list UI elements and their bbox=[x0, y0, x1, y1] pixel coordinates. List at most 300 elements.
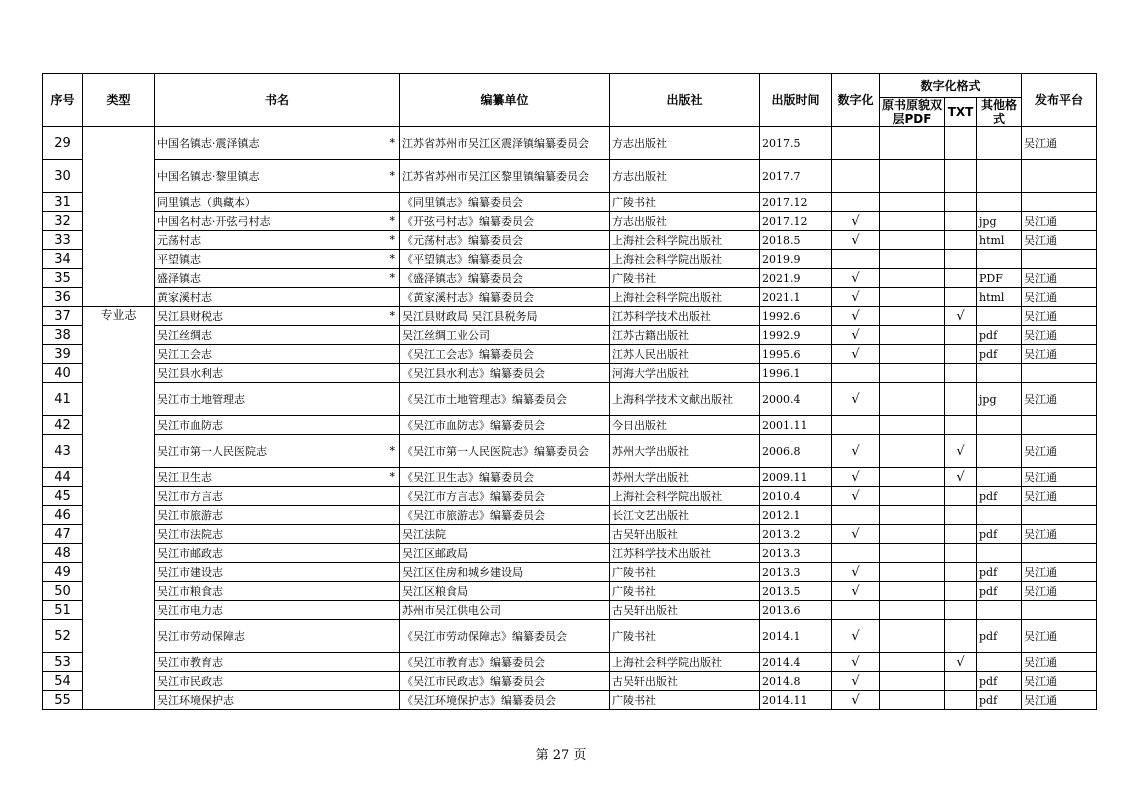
row-platform: 吴江通 bbox=[1022, 231, 1097, 250]
row-publisher: 古吴轩出版社 bbox=[610, 525, 760, 544]
row-pub-time: 1992.6 bbox=[760, 307, 832, 326]
row-pub-time: 2017.5 bbox=[760, 127, 832, 160]
row-digitized: √ bbox=[832, 345, 880, 364]
row-pub-time: 2009.11 bbox=[760, 468, 832, 487]
row-title-text: 黄家溪村志 bbox=[157, 290, 212, 304]
row-digitized: √ bbox=[832, 620, 880, 653]
row-platform bbox=[1022, 250, 1097, 269]
row-format-txt: √ bbox=[945, 468, 977, 487]
row-editor: 《黄家溪村志》编纂委员会 bbox=[400, 288, 610, 307]
row-format-txt bbox=[945, 250, 977, 269]
table-row bbox=[43, 487, 1097, 506]
row-format-txt bbox=[945, 582, 977, 601]
table-row bbox=[43, 212, 1097, 231]
row-seq: 35 bbox=[43, 269, 83, 288]
row-seq: 30 bbox=[43, 160, 83, 193]
row-pub-time: 1992.9 bbox=[760, 326, 832, 345]
row-platform bbox=[1022, 601, 1097, 620]
row-editor: 江苏省苏州市吴江区震泽镇编纂委员会 bbox=[400, 127, 610, 160]
row-platform: 吴江通 bbox=[1022, 620, 1097, 653]
row-digitized: √ bbox=[832, 307, 880, 326]
row-editor: 《吴江市土地管理志》编纂委员会 bbox=[400, 383, 610, 416]
row-format-other: PDF bbox=[977, 269, 1022, 288]
row-format-pdf bbox=[880, 506, 945, 525]
row-pub-time: 1996.1 bbox=[760, 364, 832, 383]
row-title bbox=[155, 620, 400, 653]
row-platform bbox=[1022, 160, 1097, 193]
header-digitized: 数字化 bbox=[832, 74, 880, 127]
row-title bbox=[155, 468, 400, 487]
row-pub-time: 2014.1 bbox=[760, 620, 832, 653]
row-seq: 43 bbox=[43, 435, 83, 468]
table-row bbox=[43, 250, 1097, 269]
table-row bbox=[43, 672, 1097, 691]
row-seq: 46 bbox=[43, 506, 83, 525]
row-editor: 《吴江市旅游志》编纂委员会 bbox=[400, 506, 610, 525]
row-format-txt bbox=[945, 326, 977, 345]
row-format-other bbox=[977, 506, 1022, 525]
row-star-mark: * bbox=[389, 309, 395, 323]
row-platform bbox=[1022, 193, 1097, 212]
row-title-text: 吴江市第一人民医院志 bbox=[157, 444, 267, 458]
header-format-pdf: 原书原貌双层PDF bbox=[880, 98, 945, 127]
row-digitized: √ bbox=[832, 231, 880, 250]
row-editor: 《吴江市民政志》编纂委员会 bbox=[400, 672, 610, 691]
row-digitized: √ bbox=[832, 468, 880, 487]
row-publisher: 古吴轩出版社 bbox=[610, 672, 760, 691]
row-platform bbox=[1022, 506, 1097, 525]
row-title-text: 吴江市方言志 bbox=[157, 489, 223, 503]
row-format-pdf bbox=[880, 212, 945, 231]
row-format-pdf bbox=[880, 231, 945, 250]
row-format-other: pdf bbox=[977, 487, 1022, 506]
row-format-other: pdf bbox=[977, 345, 1022, 364]
row-pub-time: 2010.4 bbox=[760, 487, 832, 506]
row-publisher: 今日出版社 bbox=[610, 416, 760, 435]
row-digitized: √ bbox=[832, 212, 880, 231]
table-row bbox=[43, 620, 1097, 653]
row-editor: 吴江区邮政局 bbox=[400, 544, 610, 563]
row-title bbox=[155, 364, 400, 383]
row-title bbox=[155, 563, 400, 582]
row-publisher: 方志出版社 bbox=[610, 127, 760, 160]
row-publisher: 广陵书社 bbox=[610, 563, 760, 582]
row-digitized: √ bbox=[832, 582, 880, 601]
row-pub-time: 2014.4 bbox=[760, 653, 832, 672]
row-category bbox=[83, 127, 155, 307]
row-platform: 吴江通 bbox=[1022, 691, 1097, 710]
table-row bbox=[43, 288, 1097, 307]
row-format-txt bbox=[945, 672, 977, 691]
row-title bbox=[155, 416, 400, 435]
row-star-mark: * bbox=[389, 233, 395, 247]
row-format-pdf bbox=[880, 435, 945, 468]
row-format-other bbox=[977, 364, 1022, 383]
row-format-txt bbox=[945, 544, 977, 563]
row-digitized: √ bbox=[832, 691, 880, 710]
row-digitized: √ bbox=[832, 525, 880, 544]
row-editor: 《吴江市方言志》编纂委员会 bbox=[400, 487, 610, 506]
row-pub-time: 2018.5 bbox=[760, 231, 832, 250]
row-format-other bbox=[977, 193, 1022, 212]
table-row bbox=[43, 544, 1097, 563]
row-editor: 《吴江市教育志》编纂委员会 bbox=[400, 653, 610, 672]
row-platform: 吴江通 bbox=[1022, 269, 1097, 288]
row-title bbox=[155, 487, 400, 506]
row-publisher: 古吴轩出版社 bbox=[610, 601, 760, 620]
row-platform: 吴江通 bbox=[1022, 326, 1097, 345]
header-format-group: 数字化格式 bbox=[880, 74, 1022, 98]
row-format-other bbox=[977, 160, 1022, 193]
row-title-text: 吴江县水利志 bbox=[157, 366, 223, 380]
row-digitized: √ bbox=[832, 326, 880, 345]
row-pub-time: 2021.9 bbox=[760, 269, 832, 288]
row-pub-time: 2013.2 bbox=[760, 525, 832, 544]
row-publisher: 上海社会科学院出版社 bbox=[610, 487, 760, 506]
row-star-mark: * bbox=[389, 271, 395, 285]
row-pub-time: 2017.12 bbox=[760, 193, 832, 212]
row-title-text: 中国名镇志·震泽镇志 bbox=[157, 136, 260, 150]
row-editor: 《平望镇志》编纂委员会 bbox=[400, 250, 610, 269]
row-platform: 吴江通 bbox=[1022, 672, 1097, 691]
table-row bbox=[43, 345, 1097, 364]
row-format-pdf bbox=[880, 672, 945, 691]
row-platform: 吴江通 bbox=[1022, 653, 1097, 672]
row-title bbox=[155, 193, 400, 212]
row-star-mark: * bbox=[389, 214, 395, 228]
row-title-text: 吴江市旅游志 bbox=[157, 508, 223, 522]
row-title-text: 吴江市土地管理志 bbox=[157, 392, 245, 406]
row-seq: 47 bbox=[43, 525, 83, 544]
row-publisher: 广陵书社 bbox=[610, 269, 760, 288]
row-platform: 吴江通 bbox=[1022, 307, 1097, 326]
table-row bbox=[43, 525, 1097, 544]
row-digitized bbox=[832, 193, 880, 212]
row-editor: 《同里镇志》编纂委员会 bbox=[400, 193, 610, 212]
row-title bbox=[155, 672, 400, 691]
row-pub-time: 1995.6 bbox=[760, 345, 832, 364]
row-pub-time: 2017.12 bbox=[760, 212, 832, 231]
row-platform: 吴江通 bbox=[1022, 345, 1097, 364]
row-category: 专业志 bbox=[83, 307, 155, 710]
row-digitized bbox=[832, 601, 880, 620]
row-title bbox=[155, 307, 400, 326]
row-digitized: √ bbox=[832, 563, 880, 582]
row-digitized bbox=[832, 544, 880, 563]
row-title bbox=[155, 326, 400, 345]
row-digitized: √ bbox=[832, 269, 880, 288]
row-format-pdf bbox=[880, 288, 945, 307]
table-row bbox=[43, 383, 1097, 416]
row-platform: 吴江通 bbox=[1022, 468, 1097, 487]
row-star-mark: * bbox=[389, 169, 395, 183]
row-title bbox=[155, 345, 400, 364]
row-seq: 29 bbox=[43, 127, 83, 160]
row-platform: 吴江通 bbox=[1022, 127, 1097, 160]
row-format-other: pdf bbox=[977, 620, 1022, 653]
row-format-other bbox=[977, 307, 1022, 326]
row-format-txt bbox=[945, 212, 977, 231]
row-digitized bbox=[832, 506, 880, 525]
row-publisher: 苏州大学出版社 bbox=[610, 435, 760, 468]
row-publisher: 长江文艺出版社 bbox=[610, 506, 760, 525]
row-seq: 48 bbox=[43, 544, 83, 563]
row-title bbox=[155, 231, 400, 250]
table-row bbox=[43, 468, 1097, 487]
row-format-pdf bbox=[880, 468, 945, 487]
row-seq: 53 bbox=[43, 653, 83, 672]
row-title-text: 吴江市建设志 bbox=[157, 565, 223, 579]
row-editor: 吴江丝绸工业公司 bbox=[400, 326, 610, 345]
row-format-txt bbox=[945, 416, 977, 435]
row-format-other bbox=[977, 250, 1022, 269]
row-editor: 《盛泽镇志》编纂委员会 bbox=[400, 269, 610, 288]
header-category: 类型 bbox=[83, 74, 155, 127]
row-title-text: 吴江市劳动保障志 bbox=[157, 629, 245, 643]
table-row bbox=[43, 416, 1097, 435]
row-editor: 《元荡村志》编纂委员会 bbox=[400, 231, 610, 250]
header-row bbox=[43, 74, 1097, 98]
row-seq: 37 bbox=[43, 307, 83, 326]
row-publisher: 上海社会科学院出版社 bbox=[610, 288, 760, 307]
row-title-text: 吴江县财税志 bbox=[157, 309, 223, 323]
row-seq: 49 bbox=[43, 563, 83, 582]
row-seq: 40 bbox=[43, 364, 83, 383]
row-title bbox=[155, 544, 400, 563]
row-editor: 《吴江卫生志》编纂委员会 bbox=[400, 468, 610, 487]
row-format-pdf bbox=[880, 601, 945, 620]
row-digitized: √ bbox=[832, 435, 880, 468]
row-format-other bbox=[977, 601, 1022, 620]
table-row bbox=[43, 582, 1097, 601]
row-title bbox=[155, 160, 400, 193]
row-pub-time: 2000.4 bbox=[760, 383, 832, 416]
row-title bbox=[155, 383, 400, 416]
row-title bbox=[155, 269, 400, 288]
row-publisher: 苏州大学出版社 bbox=[610, 468, 760, 487]
row-publisher: 上海社会科学院出版社 bbox=[610, 250, 760, 269]
row-format-other: pdf bbox=[977, 525, 1022, 544]
row-format-pdf bbox=[880, 307, 945, 326]
row-editor: 吴江区住房和城乡建设局 bbox=[400, 563, 610, 582]
row-editor: 《吴江市血防志》编纂委员会 bbox=[400, 416, 610, 435]
row-digitized bbox=[832, 416, 880, 435]
row-format-txt bbox=[945, 383, 977, 416]
row-title-text: 吴江市教育志 bbox=[157, 655, 223, 669]
row-format-other: jpg bbox=[977, 212, 1022, 231]
table-row bbox=[43, 435, 1097, 468]
row-pub-time: 2013.6 bbox=[760, 601, 832, 620]
row-format-txt bbox=[945, 127, 977, 160]
row-format-txt bbox=[945, 563, 977, 582]
row-format-pdf bbox=[880, 127, 945, 160]
row-format-other: html bbox=[977, 288, 1022, 307]
row-seq: 54 bbox=[43, 672, 83, 691]
row-digitized: √ bbox=[832, 288, 880, 307]
row-title bbox=[155, 288, 400, 307]
row-seq: 41 bbox=[43, 383, 83, 416]
row-format-txt: √ bbox=[945, 307, 977, 326]
row-editor: 《吴江工会志》编纂委员会 bbox=[400, 345, 610, 364]
header-seq: 序号 bbox=[43, 74, 83, 127]
row-format-txt bbox=[945, 620, 977, 653]
row-publisher: 江苏古籍出版社 bbox=[610, 326, 760, 345]
row-format-pdf bbox=[880, 620, 945, 653]
row-platform: 吴江通 bbox=[1022, 582, 1097, 601]
row-format-txt bbox=[945, 364, 977, 383]
row-editor: 江苏省苏州市吴江区黎里镇编纂委员会 bbox=[400, 160, 610, 193]
book-table bbox=[42, 73, 1097, 710]
row-format-other bbox=[977, 435, 1022, 468]
row-title bbox=[155, 525, 400, 544]
row-seq: 52 bbox=[43, 620, 83, 653]
row-publisher: 河海大学出版社 bbox=[610, 364, 760, 383]
row-editor: 《吴江市劳动保障志》编纂委员会 bbox=[400, 620, 610, 653]
row-platform: 吴江通 bbox=[1022, 383, 1097, 416]
page-number: 第 27 页 bbox=[535, 748, 587, 763]
row-digitized bbox=[832, 160, 880, 193]
row-format-pdf bbox=[880, 250, 945, 269]
row-format-pdf bbox=[880, 691, 945, 710]
row-format-other bbox=[977, 127, 1022, 160]
row-platform bbox=[1022, 416, 1097, 435]
row-title-text: 吴江工会志 bbox=[157, 347, 212, 361]
row-digitized: √ bbox=[832, 383, 880, 416]
row-seq: 32 bbox=[43, 212, 83, 231]
row-format-txt bbox=[945, 345, 977, 364]
row-editor: 《吴江环境保护志》编纂委员会 bbox=[400, 691, 610, 710]
table-body bbox=[43, 127, 1097, 710]
row-title-text: 吴江市邮政志 bbox=[157, 546, 223, 560]
row-platform: 吴江通 bbox=[1022, 212, 1097, 231]
row-pub-time: 2014.11 bbox=[760, 691, 832, 710]
row-platform: 吴江通 bbox=[1022, 288, 1097, 307]
row-publisher: 江苏人民出版社 bbox=[610, 345, 760, 364]
table-row bbox=[43, 326, 1097, 345]
table-row bbox=[43, 506, 1097, 525]
row-editor: 《吴江市第一人民医院志》编纂委员会 bbox=[400, 435, 610, 468]
row-format-pdf bbox=[880, 193, 945, 212]
row-title bbox=[155, 435, 400, 468]
row-publisher: 江苏科学技术出版社 bbox=[610, 544, 760, 563]
row-platform bbox=[1022, 544, 1097, 563]
row-publisher: 江苏科学技术出版社 bbox=[610, 307, 760, 326]
row-title bbox=[155, 127, 400, 160]
row-format-pdf bbox=[880, 525, 945, 544]
row-format-txt bbox=[945, 525, 977, 544]
row-publisher: 上海社会科学院出版社 bbox=[610, 231, 760, 250]
row-title-text: 吴江市血防志 bbox=[157, 418, 223, 432]
row-format-other bbox=[977, 468, 1022, 487]
row-star-mark: * bbox=[389, 252, 395, 266]
row-seq: 55 bbox=[43, 691, 83, 710]
row-title bbox=[155, 691, 400, 710]
row-star-mark: * bbox=[389, 470, 395, 484]
row-title-text: 吴江市民政志 bbox=[157, 674, 223, 688]
row-format-txt bbox=[945, 487, 977, 506]
row-pub-time: 2006.8 bbox=[760, 435, 832, 468]
header-editor: 编纂单位 bbox=[400, 74, 610, 127]
row-platform: 吴江通 bbox=[1022, 435, 1097, 468]
row-pub-time: 2019.9 bbox=[760, 250, 832, 269]
row-editor: 吴江县财政局 吴江县税务局 bbox=[400, 307, 610, 326]
row-title bbox=[155, 653, 400, 672]
row-pub-time: 2017.7 bbox=[760, 160, 832, 193]
row-format-pdf bbox=[880, 326, 945, 345]
row-format-txt bbox=[945, 288, 977, 307]
row-format-txt: √ bbox=[945, 435, 977, 468]
row-format-txt bbox=[945, 160, 977, 193]
row-platform: 吴江通 bbox=[1022, 525, 1097, 544]
table-row bbox=[43, 231, 1097, 250]
table-row bbox=[43, 653, 1097, 672]
row-title-text: 元荡村志 bbox=[157, 233, 201, 247]
table-row bbox=[43, 563, 1097, 582]
row-title-text: 平望镇志 bbox=[157, 252, 201, 266]
row-digitized: √ bbox=[832, 487, 880, 506]
row-format-pdf bbox=[880, 345, 945, 364]
row-seq: 51 bbox=[43, 601, 83, 620]
row-seq: 38 bbox=[43, 326, 83, 345]
table-row bbox=[43, 307, 1097, 326]
row-publisher: 上海科学技术文献出版社 bbox=[610, 383, 760, 416]
row-seq: 44 bbox=[43, 468, 83, 487]
row-format-pdf bbox=[880, 582, 945, 601]
row-format-other: pdf bbox=[977, 326, 1022, 345]
row-title-text: 吴江市法院志 bbox=[157, 527, 223, 541]
row-title-text: 吴江市电力志 bbox=[157, 603, 223, 617]
row-pub-time: 2013.3 bbox=[760, 544, 832, 563]
row-format-txt: √ bbox=[945, 653, 977, 672]
row-format-pdf bbox=[880, 487, 945, 506]
row-format-other bbox=[977, 653, 1022, 672]
row-format-pdf bbox=[880, 383, 945, 416]
row-platform: 吴江通 bbox=[1022, 487, 1097, 506]
table-row bbox=[43, 127, 1097, 160]
row-publisher: 方志出版社 bbox=[610, 160, 760, 193]
row-format-other bbox=[977, 544, 1022, 563]
row-pub-time: 2012.1 bbox=[760, 506, 832, 525]
table-row bbox=[43, 193, 1097, 212]
row-publisher: 广陵书社 bbox=[610, 582, 760, 601]
row-format-txt bbox=[945, 193, 977, 212]
row-format-other: html bbox=[977, 231, 1022, 250]
row-title-text: 盛泽镇志 bbox=[157, 271, 201, 285]
row-title-text: 吴江市粮食志 bbox=[157, 584, 223, 598]
row-format-other: pdf bbox=[977, 582, 1022, 601]
row-title bbox=[155, 506, 400, 525]
table-row bbox=[43, 691, 1097, 710]
row-seq: 36 bbox=[43, 288, 83, 307]
row-format-pdf bbox=[880, 269, 945, 288]
row-format-pdf bbox=[880, 563, 945, 582]
row-title-text: 吴江环境保护志 bbox=[157, 693, 234, 707]
row-seq: 42 bbox=[43, 416, 83, 435]
row-pub-time: 2014.8 bbox=[760, 672, 832, 691]
row-publisher: 方志出版社 bbox=[610, 212, 760, 231]
row-format-other: pdf bbox=[977, 563, 1022, 582]
row-digitized: √ bbox=[832, 653, 880, 672]
row-editor: 苏州市吴江供电公司 bbox=[400, 601, 610, 620]
row-format-pdf bbox=[880, 544, 945, 563]
table-row bbox=[43, 601, 1097, 620]
row-publisher: 广陵书社 bbox=[610, 691, 760, 710]
table-row bbox=[43, 269, 1097, 288]
header-pub-time: 出版时间 bbox=[760, 74, 832, 127]
row-format-other: jpg bbox=[977, 383, 1022, 416]
row-seq: 45 bbox=[43, 487, 83, 506]
row-title bbox=[155, 250, 400, 269]
